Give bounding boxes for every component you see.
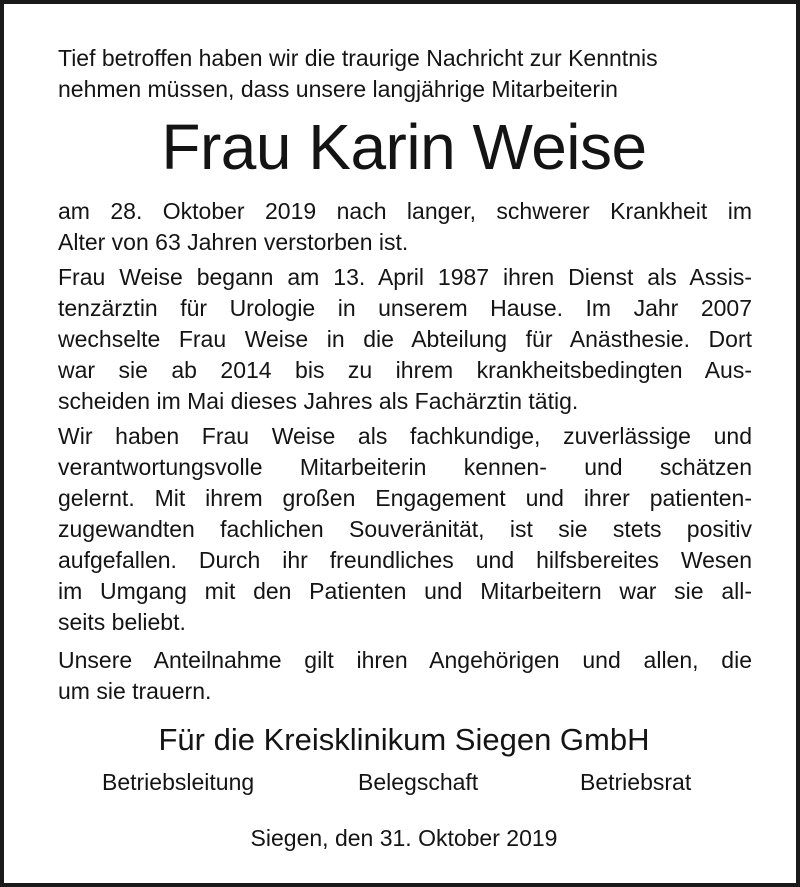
body-line: verantwortungsvolle Mitarbeiterin kennen- und schätzen (58, 454, 752, 480)
intro-line: nehmen müssen, dass unsere langjährige Mitarbeiterin (58, 76, 618, 102)
body-line: zugewandten fachlichen Souveränität, ist sie stets positiv (58, 516, 752, 542)
role-works-council: Betriebsrat (580, 769, 692, 795)
body-line: seits beliebt. (58, 609, 186, 635)
signer: Für die Kreisklinikum Siegen GmbH (158, 722, 650, 757)
body-line: gelernt. Mit ihrem großen Engagement und ihrer patienten- (58, 485, 752, 511)
intro-line: Tief betroffen haben wir die traurige Nachricht zur Kenntnis (58, 45, 658, 71)
role-management: Betriebsleitung (102, 769, 255, 795)
body-line: im Umgang mit den Patienten und Mitarbeitern war sie all- (58, 578, 752, 604)
deceased-name: Frau Karin Weise (161, 111, 647, 183)
body-line: Unsere Anteilnahme gilt ihren Angehörigen und allen, die (58, 647, 752, 673)
place-date: Siegen, den 31. Oktober 2019 (250, 825, 558, 851)
body-line: Frau Weise begann am 13. April 1987 ihren Dienst als Assis- (58, 264, 752, 290)
body-line: um sie trauern. (58, 678, 212, 704)
body-line: Wir haben Frau Weise als fachkundige, zuverlässige und (58, 423, 752, 449)
body-line: war sie ab 2014 bis zu ihrem krankheitsbedingten Aus- (58, 357, 752, 383)
body-line: am 28. Oktober 2019 nach langer, schwerer Krankheit im (58, 198, 752, 224)
role-staff: Belegschaft (358, 769, 479, 795)
body-line: scheiden im Mai dieses Jahres als Fachärztin tätig. (58, 388, 579, 414)
body-line: wechselte Frau Weise in die Abteilung für Anästhesie. Dort (58, 326, 752, 352)
body-line: tenzärztin für Urologie in unserem Hause. Im Jahr 2007 (58, 295, 752, 321)
body-line: aufgefallen. Durch ihr freundliches und hilfsbereites Wesen (58, 547, 752, 573)
body-line: Alter von 63 Jahren verstorben ist. (58, 229, 409, 255)
